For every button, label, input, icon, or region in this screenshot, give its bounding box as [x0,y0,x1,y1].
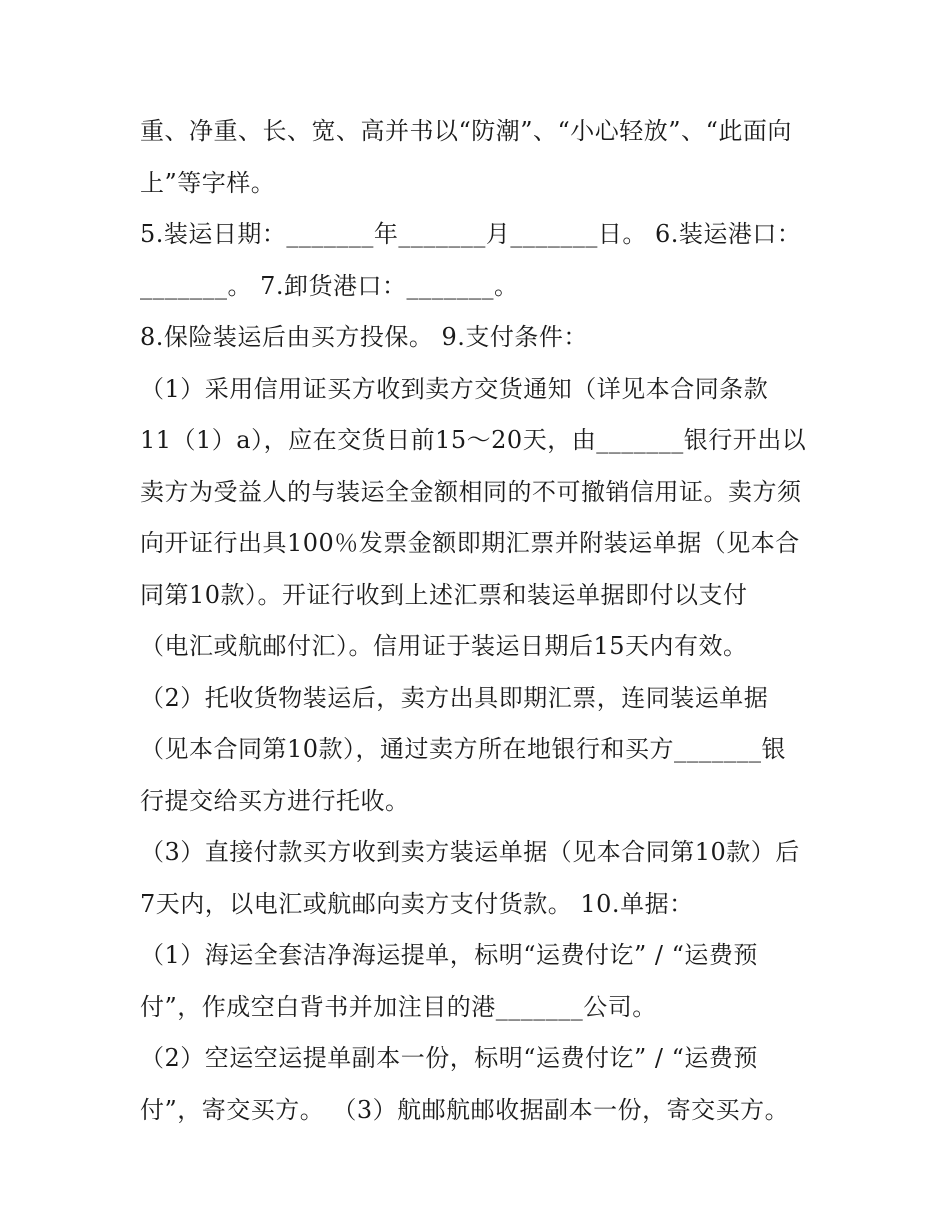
text-line: 8.保险装运后由买方投保。 9.支付条件： [140,323,588,351]
text-line: 7天内，以电汇或航邮向卖方支付货款。 10.单据： [140,889,694,918]
text-line: （电汇或航邮付汇）。信用证于装运日期后15天内有效。 [140,632,748,660]
text-line: （1）海运全套洁净海运提单，标明“运费付讫” / “运费预 [140,941,758,969]
text-line: （见本合同第10款），通过卖方所在地银行和买方_______银 [140,735,787,763]
text-line: 同第10款）。开证行收到上述汇票和装运单据即付以支付 [140,580,748,609]
text-line: 上”等字样。 [140,168,276,197]
text-line: 付”，作成空白背书并加注目的港_______公司。 [140,992,657,1021]
text-line: 11（1）a），应在交货日前15～20天，由_______银行开出以 [140,426,807,454]
text-line: 重、净重、长、宽、高并书以“防潮”、“小心轻放”、“此面向 [140,117,792,145]
text-line: 付”，寄交买方。 （3）航邮航邮收据副本一份，寄交买方。 [140,1095,790,1124]
text-line: 卖方为受益人的与装运全金额相同的不可撤销信用证。卖方须 [140,477,802,506]
text-line: （1）采用信用证买方收到卖方交货通知（详见本合同条款 [140,374,769,403]
contract-text [140,106,820,1136]
text-line: （3）直接付款买方收到卖方装运单据（见本合同第10款）后 [140,838,800,866]
text-line: 向开证行出具100％发票金额即期汇票并附装运单据（见本合 [140,529,800,557]
text-line: 行提交给买方进行托收。 [140,786,410,815]
text-line: _______。 7.卸货港口：_______。 [140,271,519,300]
text-line: 5.装运日期：_______年_______月_______日。 6.装运港口： [140,220,802,248]
text-line: （2）空运空运提单副本一份，标明“运费付讫” / “运费预 [140,1044,758,1072]
text-line: （2）托收货物装运后，卖方出具即期汇票，连同装运单据 [140,683,769,712]
